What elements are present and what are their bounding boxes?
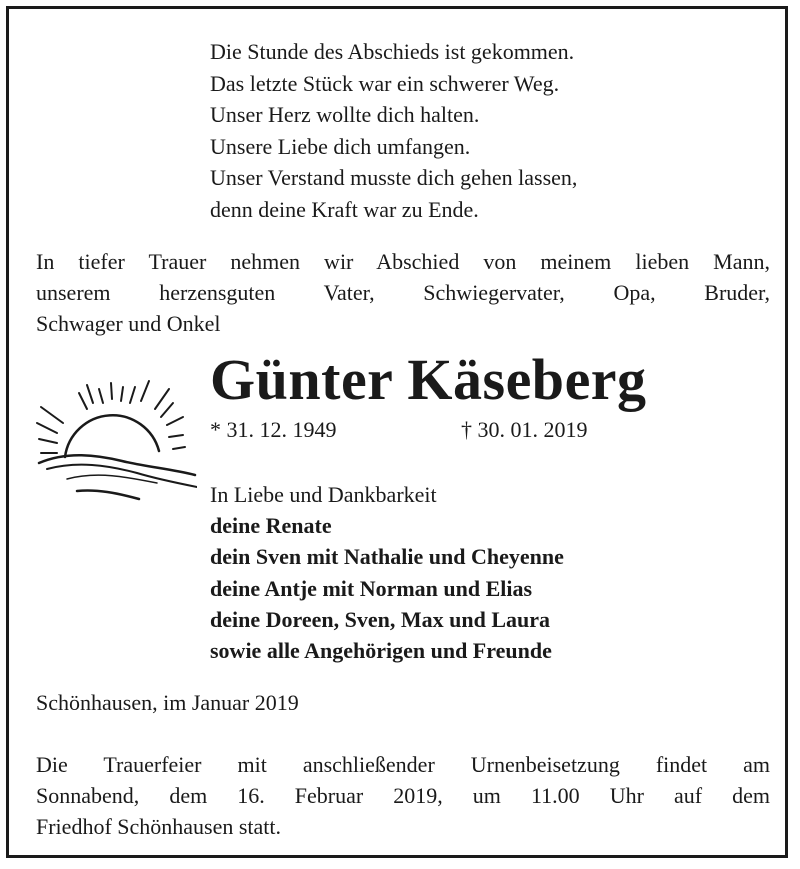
death-date: † 30. 01. 2019 <box>461 417 588 442</box>
place-date: Schönhausen, im Januar 2019 <box>36 690 299 715</box>
poem-line: Unsere Liebe dich umfangen. <box>210 133 471 159</box>
poem-line: Unser Verstand musste dich gehen lassen, <box>210 165 578 190</box>
service-line: Die Trauerfeier mit anschließender Urnenbeisetzung findet am <box>36 752 770 777</box>
obituary-notice <box>6 6 788 858</box>
mourner-name: deine Antje mit Norman und Elias <box>210 575 533 601</box>
service-line: Sonnabend, dem 16. Februar 2019, um 11.00 Uhr auf dem <box>36 783 770 808</box>
poem-line: Das letzte Stück war ein schwerer Weg. <box>210 70 560 96</box>
birth-date: * 31. 12. 1949 <box>210 417 337 442</box>
mourners-opening: In Liebe und Dankbarkeit <box>210 482 437 507</box>
poem-line: Unser Herz wollte dich halten. <box>210 102 480 127</box>
service-line: Friedhof Schönhausen statt. <box>36 814 282 839</box>
deceased-name: Günter Käseberg <box>210 347 647 412</box>
mourner-name: deine Doreen, Sven, Max und Laura <box>210 606 551 632</box>
mourner-name: deine Renate <box>210 513 332 539</box>
mourner-name: sowie alle Angehörigen und Freunde <box>210 638 552 664</box>
intro-text <box>36 246 770 339</box>
mourners-list <box>210 479 564 666</box>
setting-sun-icon <box>27 365 197 505</box>
intro-line: In tiefer Trauer nehmen wir Abschied von meinem lieben Mann, <box>36 249 770 274</box>
intro-line: unserem herzensguten Vater, Schwiegervater, Opa, Bruder, <box>36 280 770 305</box>
poem-line: denn deine Kraft war zu Ende. <box>210 196 479 222</box>
service-notice <box>36 749 770 842</box>
poem <box>210 36 577 225</box>
intro-line: Schwager und Onkel <box>36 311 221 336</box>
mourner-name: dein Sven mit Nathalie und Cheyenne <box>210 544 564 570</box>
poem-line: Die Stunde des Abschieds ist gekommen. <box>210 39 575 64</box>
